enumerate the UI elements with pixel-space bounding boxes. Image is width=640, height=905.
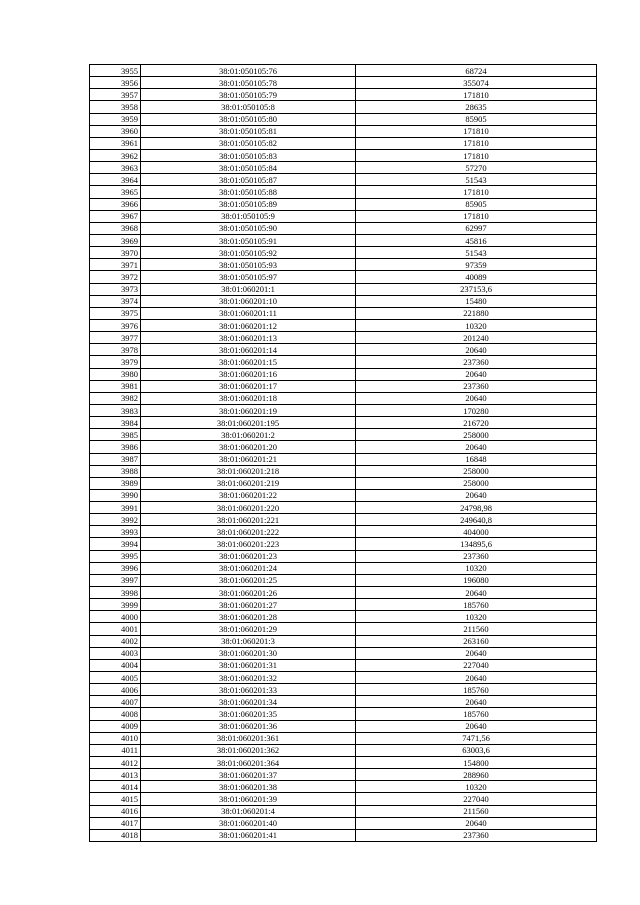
row-number-cell: 3966 xyxy=(90,198,141,210)
table-row xyxy=(90,453,597,465)
value-cell: 404000 xyxy=(356,526,597,538)
table-row xyxy=(90,295,597,307)
table-row xyxy=(90,587,597,599)
table-row xyxy=(90,319,597,331)
value-cell: 258000 xyxy=(356,429,597,441)
cadastral-number-cell: 38:01:060201:41 xyxy=(141,829,356,841)
value-cell: 10320 xyxy=(356,562,597,574)
row-number-cell: 3956 xyxy=(90,77,141,89)
row-number-cell: 3986 xyxy=(90,441,141,453)
value-cell: 97359 xyxy=(356,259,597,271)
row-number-cell: 3957 xyxy=(90,89,141,101)
value-cell: 237153,6 xyxy=(356,283,597,295)
table-row xyxy=(90,368,597,380)
row-number-cell: 3973 xyxy=(90,283,141,295)
table-row xyxy=(90,113,597,125)
row-number-cell: 4018 xyxy=(90,829,141,841)
table-row xyxy=(90,829,597,841)
row-number-cell: 3999 xyxy=(90,599,141,611)
row-number-cell: 3992 xyxy=(90,514,141,526)
value-cell: 10320 xyxy=(356,319,597,331)
table-row xyxy=(90,684,597,696)
row-number-cell: 3962 xyxy=(90,149,141,161)
value-cell: 20640 xyxy=(356,441,597,453)
cadastral-number-cell: 38:01:060201:38 xyxy=(141,781,356,793)
value-cell: 20640 xyxy=(356,817,597,829)
value-cell: 51543 xyxy=(356,247,597,259)
value-cell: 7471,56 xyxy=(356,732,597,744)
table-row xyxy=(90,271,597,283)
value-cell: 171810 xyxy=(356,149,597,161)
row-number-cell: 3960 xyxy=(90,125,141,137)
value-cell: 10320 xyxy=(356,611,597,623)
table-row xyxy=(90,465,597,477)
row-number-cell: 4010 xyxy=(90,732,141,744)
value-cell: 10320 xyxy=(356,781,597,793)
table-row xyxy=(90,489,597,501)
cadastral-number-cell: 38:01:060201:195 xyxy=(141,417,356,429)
row-number-cell: 3972 xyxy=(90,271,141,283)
value-cell: 16848 xyxy=(356,453,597,465)
row-number-cell: 3981 xyxy=(90,380,141,392)
table-row xyxy=(90,247,597,259)
value-cell: 258000 xyxy=(356,477,597,489)
cadastral-number-cell: 38:01:060201:20 xyxy=(141,441,356,453)
cadastral-number-cell: 38:01:050105:79 xyxy=(141,89,356,101)
row-number-cell: 3980 xyxy=(90,368,141,380)
row-number-cell: 4005 xyxy=(90,672,141,684)
table-row xyxy=(90,344,597,356)
cadastral-number-cell: 38:01:060201:361 xyxy=(141,732,356,744)
cadastral-number-cell: 38:01:060201:218 xyxy=(141,465,356,477)
value-cell: 237360 xyxy=(356,829,597,841)
row-number-cell: 3997 xyxy=(90,574,141,586)
table-row xyxy=(90,635,597,647)
cadastral-number-cell: 38:01:050105:88 xyxy=(141,186,356,198)
value-cell: 57270 xyxy=(356,162,597,174)
cadastral-number-cell: 38:01:060201:16 xyxy=(141,368,356,380)
value-cell: 355074 xyxy=(356,77,597,89)
table-row xyxy=(90,234,597,246)
cadastral-number-cell: 38:01:060201:13 xyxy=(141,332,356,344)
cadastral-number-cell: 38:01:060201:1 xyxy=(141,283,356,295)
row-number-cell: 3969 xyxy=(90,234,141,246)
value-cell: 201240 xyxy=(356,332,597,344)
row-number-cell: 4012 xyxy=(90,757,141,769)
cadastral-number-cell: 38:01:060201:223 xyxy=(141,538,356,550)
row-number-cell: 4002 xyxy=(90,635,141,647)
value-cell: 263160 xyxy=(356,635,597,647)
row-number-cell: 3993 xyxy=(90,526,141,538)
table-row xyxy=(90,307,597,319)
row-number-cell: 4001 xyxy=(90,623,141,635)
table-row xyxy=(90,647,597,659)
value-cell: 171810 xyxy=(356,186,597,198)
value-cell: 20640 xyxy=(356,672,597,684)
cadastral-number-cell: 38:01:060201:3 xyxy=(141,635,356,647)
value-cell: 20640 xyxy=(356,392,597,404)
cadastral-number-cell: 38:01:060201:4 xyxy=(141,805,356,817)
value-cell: 20640 xyxy=(356,344,597,356)
table-row xyxy=(90,101,597,113)
value-cell: 171810 xyxy=(356,125,597,137)
cadastral-number-cell: 38:01:060201:31 xyxy=(141,659,356,671)
cadastral-number-cell: 38:01:060201:21 xyxy=(141,453,356,465)
cadastral-number-cell: 38:01:050105:9 xyxy=(141,210,356,222)
row-number-cell: 3968 xyxy=(90,222,141,234)
table-row xyxy=(90,65,597,77)
cadastral-number-cell: 38:01:060201:26 xyxy=(141,587,356,599)
cadastral-number-cell: 38:01:050105:97 xyxy=(141,271,356,283)
value-cell: 237360 xyxy=(356,356,597,368)
row-number-cell: 3959 xyxy=(90,113,141,125)
cadastral-number-cell: 38:01:060201:15 xyxy=(141,356,356,368)
row-number-cell: 3979 xyxy=(90,356,141,368)
cadastral-number-cell: 38:01:050105:83 xyxy=(141,149,356,161)
cadastral-number-cell: 38:01:060201:364 xyxy=(141,757,356,769)
row-number-cell: 3970 xyxy=(90,247,141,259)
cadastral-number-cell: 38:01:060201:33 xyxy=(141,684,356,696)
row-number-cell: 4004 xyxy=(90,659,141,671)
table-row xyxy=(90,696,597,708)
value-cell: 288960 xyxy=(356,769,597,781)
row-number-cell: 3984 xyxy=(90,417,141,429)
row-number-cell: 4007 xyxy=(90,696,141,708)
row-number-cell: 4009 xyxy=(90,720,141,732)
table-row xyxy=(90,526,597,538)
cadastral-number-cell: 38:01:050105:76 xyxy=(141,65,356,77)
cadastral-number-cell: 38:01:060201:12 xyxy=(141,319,356,331)
cadastral-number-cell: 38:01:060201:39 xyxy=(141,793,356,805)
table-row xyxy=(90,125,597,137)
value-cell: 63003,6 xyxy=(356,744,597,756)
cadastral-number-cell: 38:01:060201:219 xyxy=(141,477,356,489)
table-row xyxy=(90,356,597,368)
value-cell: 45816 xyxy=(356,234,597,246)
table-row xyxy=(90,162,597,174)
row-number-cell: 3989 xyxy=(90,477,141,489)
value-cell: 20640 xyxy=(356,489,597,501)
value-cell: 227040 xyxy=(356,793,597,805)
row-number-cell: 3955 xyxy=(90,65,141,77)
cadastral-number-cell: 38:01:060201:35 xyxy=(141,708,356,720)
row-number-cell: 3988 xyxy=(90,465,141,477)
row-number-cell: 4011 xyxy=(90,744,141,756)
value-cell: 171810 xyxy=(356,210,597,222)
cadastral-number-cell: 38:01:050105:89 xyxy=(141,198,356,210)
cadastral-number-cell: 38:01:060201:27 xyxy=(141,599,356,611)
value-cell: 20640 xyxy=(356,720,597,732)
cadastral-number-cell: 38:01:060201:220 xyxy=(141,502,356,514)
row-number-cell: 3990 xyxy=(90,489,141,501)
cadastral-number-cell: 38:01:060201:222 xyxy=(141,526,356,538)
table-row xyxy=(90,769,597,781)
table-row xyxy=(90,89,597,101)
table-row xyxy=(90,672,597,684)
table-row xyxy=(90,599,597,611)
row-number-cell: 4015 xyxy=(90,793,141,805)
value-cell: 211560 xyxy=(356,805,597,817)
table-row xyxy=(90,174,597,186)
table-row xyxy=(90,611,597,623)
cadastral-number-cell: 38:01:060201:18 xyxy=(141,392,356,404)
cadastral-number-cell: 38:01:060201:25 xyxy=(141,574,356,586)
value-cell: 258000 xyxy=(356,465,597,477)
table-row xyxy=(90,332,597,344)
row-number-cell: 3975 xyxy=(90,307,141,319)
cadastral-number-cell: 38:01:050105:78 xyxy=(141,77,356,89)
table-row xyxy=(90,781,597,793)
row-number-cell: 3985 xyxy=(90,429,141,441)
table-row xyxy=(90,477,597,489)
table-row xyxy=(90,623,597,635)
value-cell: 68724 xyxy=(356,65,597,77)
value-cell: 154800 xyxy=(356,757,597,769)
value-cell: 20640 xyxy=(356,587,597,599)
row-number-cell: 3974 xyxy=(90,295,141,307)
value-cell: 171810 xyxy=(356,89,597,101)
row-number-cell: 4016 xyxy=(90,805,141,817)
table-row xyxy=(90,805,597,817)
row-number-cell: 4000 xyxy=(90,611,141,623)
row-number-cell: 3967 xyxy=(90,210,141,222)
row-number-cell: 3971 xyxy=(90,259,141,271)
cadastral-number-cell: 38:01:060201:14 xyxy=(141,344,356,356)
row-number-cell: 3958 xyxy=(90,101,141,113)
cadastral-number-cell: 38:01:050105:82 xyxy=(141,137,356,149)
table-row xyxy=(90,392,597,404)
cadastral-number-cell: 38:01:050105:92 xyxy=(141,247,356,259)
value-cell: 185760 xyxy=(356,599,597,611)
cadastral-number-cell: 38:01:060201:11 xyxy=(141,307,356,319)
value-cell: 171810 xyxy=(356,137,597,149)
row-number-cell: 4017 xyxy=(90,817,141,829)
row-number-cell: 3976 xyxy=(90,319,141,331)
row-number-cell: 3965 xyxy=(90,186,141,198)
cadastral-number-cell: 38:01:050105:84 xyxy=(141,162,356,174)
row-number-cell: 4008 xyxy=(90,708,141,720)
table-row xyxy=(90,441,597,453)
cadastral-number-cell: 38:01:050105:81 xyxy=(141,125,356,137)
row-number-cell: 4006 xyxy=(90,684,141,696)
row-number-cell: 3961 xyxy=(90,137,141,149)
row-number-cell: 4003 xyxy=(90,647,141,659)
row-number-cell: 3982 xyxy=(90,392,141,404)
table-row xyxy=(90,720,597,732)
row-number-cell: 4013 xyxy=(90,769,141,781)
value-cell: 185760 xyxy=(356,708,597,720)
table-row xyxy=(90,659,597,671)
value-cell: 134895,6 xyxy=(356,538,597,550)
cadastral-number-cell: 38:01:060201:22 xyxy=(141,489,356,501)
cadastral-number-cell: 38:01:060201:40 xyxy=(141,817,356,829)
row-number-cell: 3978 xyxy=(90,344,141,356)
table-row xyxy=(90,210,597,222)
value-cell: 24798,98 xyxy=(356,502,597,514)
table-row xyxy=(90,259,597,271)
row-number-cell: 3977 xyxy=(90,332,141,344)
table-row xyxy=(90,404,597,416)
cadastral-number-cell: 38:01:060201:37 xyxy=(141,769,356,781)
cadastral-number-cell: 38:01:060201:23 xyxy=(141,550,356,562)
value-cell: 40089 xyxy=(356,271,597,283)
table-row xyxy=(90,732,597,744)
row-number-cell: 3963 xyxy=(90,162,141,174)
cadastral-number-cell: 38:01:050105:87 xyxy=(141,174,356,186)
row-number-cell: 3983 xyxy=(90,404,141,416)
value-cell: 62997 xyxy=(356,222,597,234)
cadastral-number-cell: 38:01:050105:80 xyxy=(141,113,356,125)
cadastral-number-cell: 38:01:060201:17 xyxy=(141,380,356,392)
cadastral-number-cell: 38:01:050105:93 xyxy=(141,259,356,271)
cadastral-number-cell: 38:01:060201:29 xyxy=(141,623,356,635)
row-number-cell: 3994 xyxy=(90,538,141,550)
table-row xyxy=(90,538,597,550)
value-cell: 170280 xyxy=(356,404,597,416)
table-row xyxy=(90,757,597,769)
table-row xyxy=(90,417,597,429)
table-row xyxy=(90,574,597,586)
row-number-cell: 3995 xyxy=(90,550,141,562)
cadastral-number-cell: 38:01:060201:34 xyxy=(141,696,356,708)
cadastral-number-cell: 38:01:060201:30 xyxy=(141,647,356,659)
table-row xyxy=(90,77,597,89)
value-cell: 237360 xyxy=(356,380,597,392)
row-number-cell: 3996 xyxy=(90,562,141,574)
table-body xyxy=(90,65,597,842)
table-row xyxy=(90,562,597,574)
table-row xyxy=(90,502,597,514)
value-cell: 85905 xyxy=(356,113,597,125)
value-cell: 249640,8 xyxy=(356,514,597,526)
table-row xyxy=(90,283,597,295)
table-row xyxy=(90,186,597,198)
table-row xyxy=(90,380,597,392)
cadastral-number-cell: 38:01:060201:362 xyxy=(141,744,356,756)
row-number-cell: 3991 xyxy=(90,502,141,514)
value-cell: 28635 xyxy=(356,101,597,113)
table-row xyxy=(90,137,597,149)
table-row xyxy=(90,429,597,441)
table-row xyxy=(90,198,597,210)
value-cell: 216720 xyxy=(356,417,597,429)
value-cell: 227040 xyxy=(356,659,597,671)
value-cell: 15480 xyxy=(356,295,597,307)
row-number-cell: 3964 xyxy=(90,174,141,186)
value-cell: 51543 xyxy=(356,174,597,186)
table-row xyxy=(90,514,597,526)
row-number-cell: 3987 xyxy=(90,453,141,465)
value-cell: 20640 xyxy=(356,647,597,659)
value-cell: 185760 xyxy=(356,684,597,696)
cadastral-number-cell: 38:01:060201:24 xyxy=(141,562,356,574)
table-row xyxy=(90,708,597,720)
table-row xyxy=(90,817,597,829)
table-row xyxy=(90,550,597,562)
value-cell: 20640 xyxy=(356,368,597,380)
value-cell: 211560 xyxy=(356,623,597,635)
value-cell: 237360 xyxy=(356,550,597,562)
value-cell: 221880 xyxy=(356,307,597,319)
cadastral-number-cell: 38:01:060201:28 xyxy=(141,611,356,623)
cadastral-number-cell: 38:01:050105:8 xyxy=(141,101,356,113)
table-row xyxy=(90,793,597,805)
cadastral-number-cell: 38:01:050105:90 xyxy=(141,222,356,234)
table-row xyxy=(90,222,597,234)
value-cell: 85905 xyxy=(356,198,597,210)
cadastral-number-cell: 38:01:060201:36 xyxy=(141,720,356,732)
row-number-cell: 3998 xyxy=(90,587,141,599)
value-cell: 20640 xyxy=(356,696,597,708)
cadastral-number-cell: 38:01:060201:19 xyxy=(141,404,356,416)
cadastral-number-cell: 38:01:050105:91 xyxy=(141,234,356,246)
cadastral-number-cell: 38:01:060201:2 xyxy=(141,429,356,441)
value-cell: 196080 xyxy=(356,574,597,586)
cadastral-value-table xyxy=(89,64,597,842)
cadastral-number-cell: 38:01:060201:221 xyxy=(141,514,356,526)
cadastral-number-cell: 38:01:060201:10 xyxy=(141,295,356,307)
table-row xyxy=(90,149,597,161)
table-row xyxy=(90,744,597,756)
row-number-cell: 4014 xyxy=(90,781,141,793)
cadastral-number-cell: 38:01:060201:32 xyxy=(141,672,356,684)
